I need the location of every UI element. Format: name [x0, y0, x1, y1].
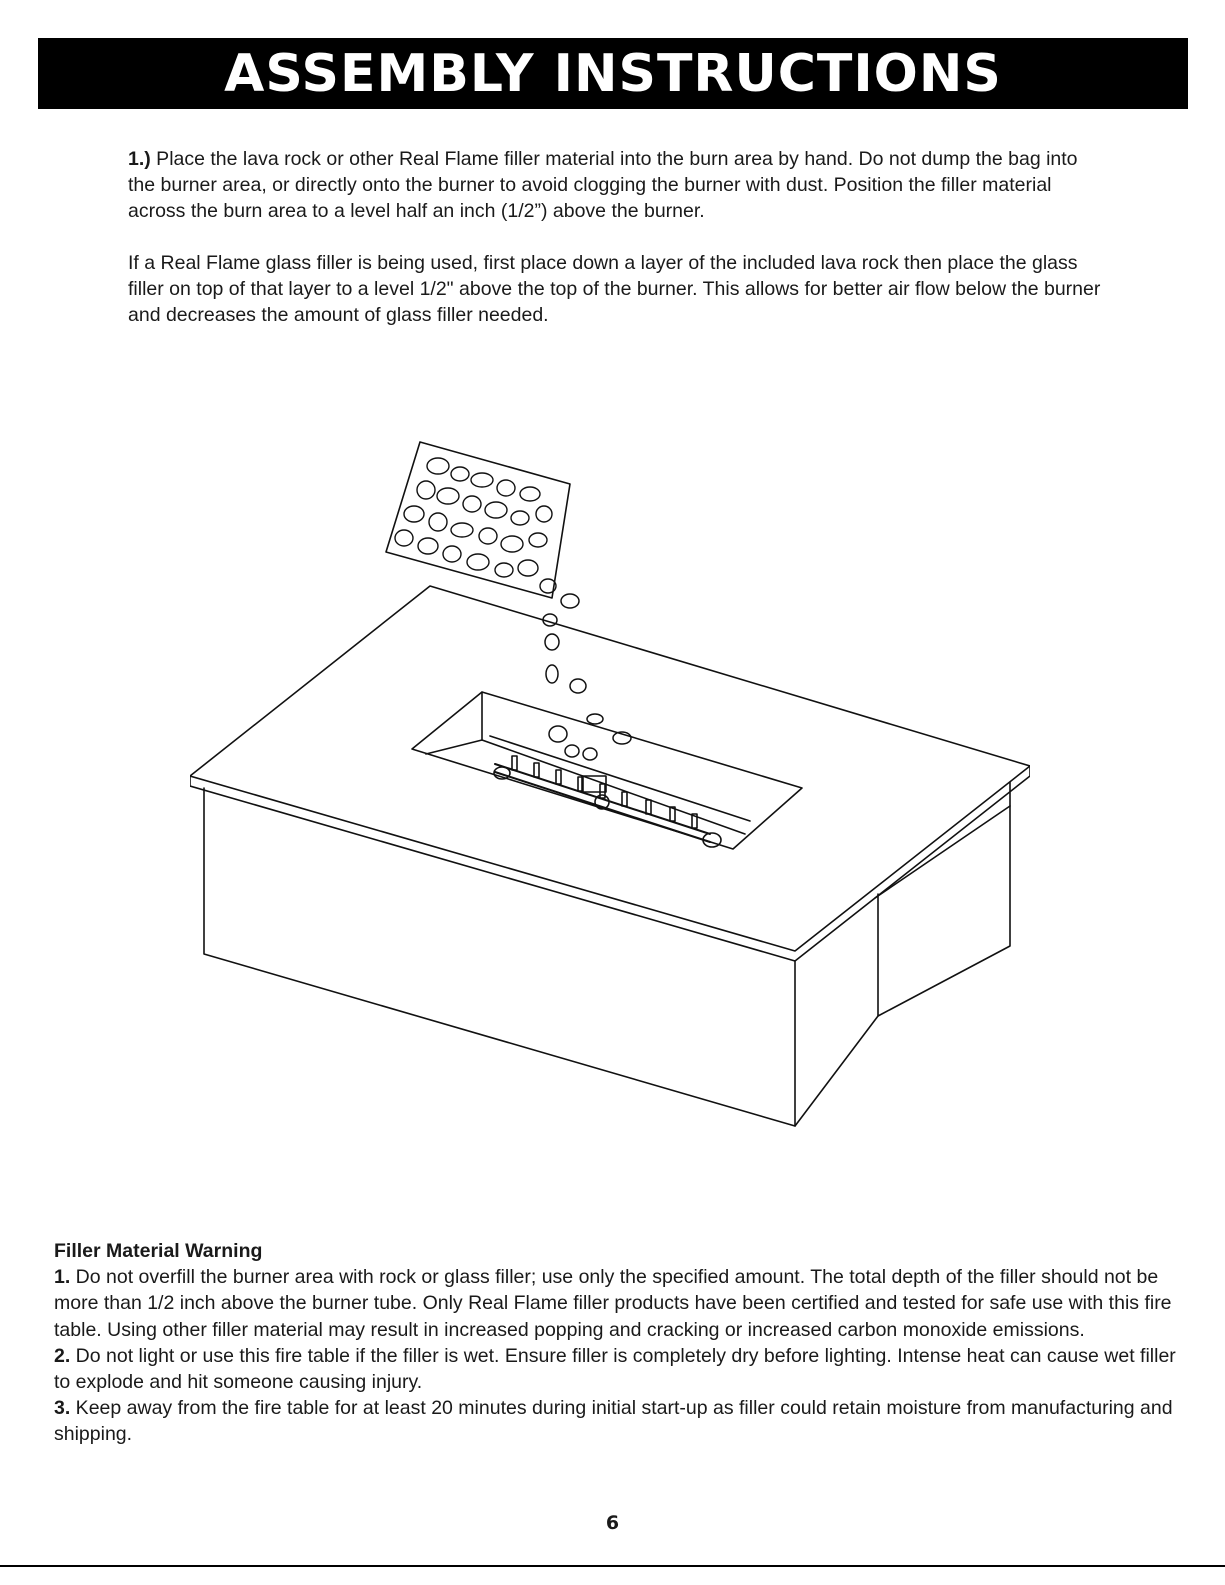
- warning-item-3-text: Keep away from the fire table for at least 20 minutes during initial start-up as filler could retain moisture from manufacturing and shipping.: [54, 1397, 1173, 1446]
- step-1-text: Place the lava rock or other Real Flame filler material into the burn area by hand. Do not dump the bag into the burner area, or directly onto the burner to avoid clogging the burner with dust. Position the filler material across the burn area to a level half an inch (1/2”) above the burner.: [128, 148, 1078, 222]
- filler-warning-section: [54, 1238, 1179, 1448]
- page-title: ASSEMBLY INSTRUCTIONS: [224, 43, 1002, 104]
- warning-item-2: [54, 1343, 1179, 1395]
- warning-item-2-number: 2.: [54, 1344, 71, 1367]
- step-1-number: 1.): [128, 148, 151, 170]
- warning-item-3-number: 3.: [54, 1397, 71, 1420]
- header-bar: [38, 38, 1188, 109]
- warning-item-1: [54, 1264, 1179, 1343]
- glass-filler-note: If a Real Flame glass filler is being used, first place down a layer of the included lava rock then place the glass filler on top of that layer to a level 1/2" above the top of the burner. This allows for better air flow below the burner and decreases the amount of glass filler needed.: [128, 252, 1101, 326]
- warning-item-1-text: Do not overfill the burner area with rock or glass filler; use only the specified amount. The total depth of the filler should not be more than 1/2 inch above the burner tube. Only Real Flame filler products have been certified and tested for safe use with this fire table. Using other filler material may result in increased popping and cracking or increased carbon monoxide emissions.: [54, 1266, 1172, 1341]
- warning-item-3: [54, 1395, 1179, 1447]
- step-1-paragraph: [128, 146, 1103, 224]
- bottom-divider: [0, 1565, 1225, 1567]
- fire-table-illustration: [190, 436, 1030, 1136]
- warning-item-2-text: Do not light or use this fire table if the filler is wet. Ensure filler is completely dry before lighting. Intense heat can cause wet filler to explode and hit someone causing injury.: [54, 1344, 1176, 1394]
- warning-item-1-number: 1.: [54, 1266, 71, 1289]
- page-number: 6: [605, 1512, 620, 1534]
- fire-table-filler-icon: [190, 436, 1030, 1136]
- warning-heading: Filler Material Warning: [54, 1240, 263, 1262]
- intro-section: [128, 146, 1103, 354]
